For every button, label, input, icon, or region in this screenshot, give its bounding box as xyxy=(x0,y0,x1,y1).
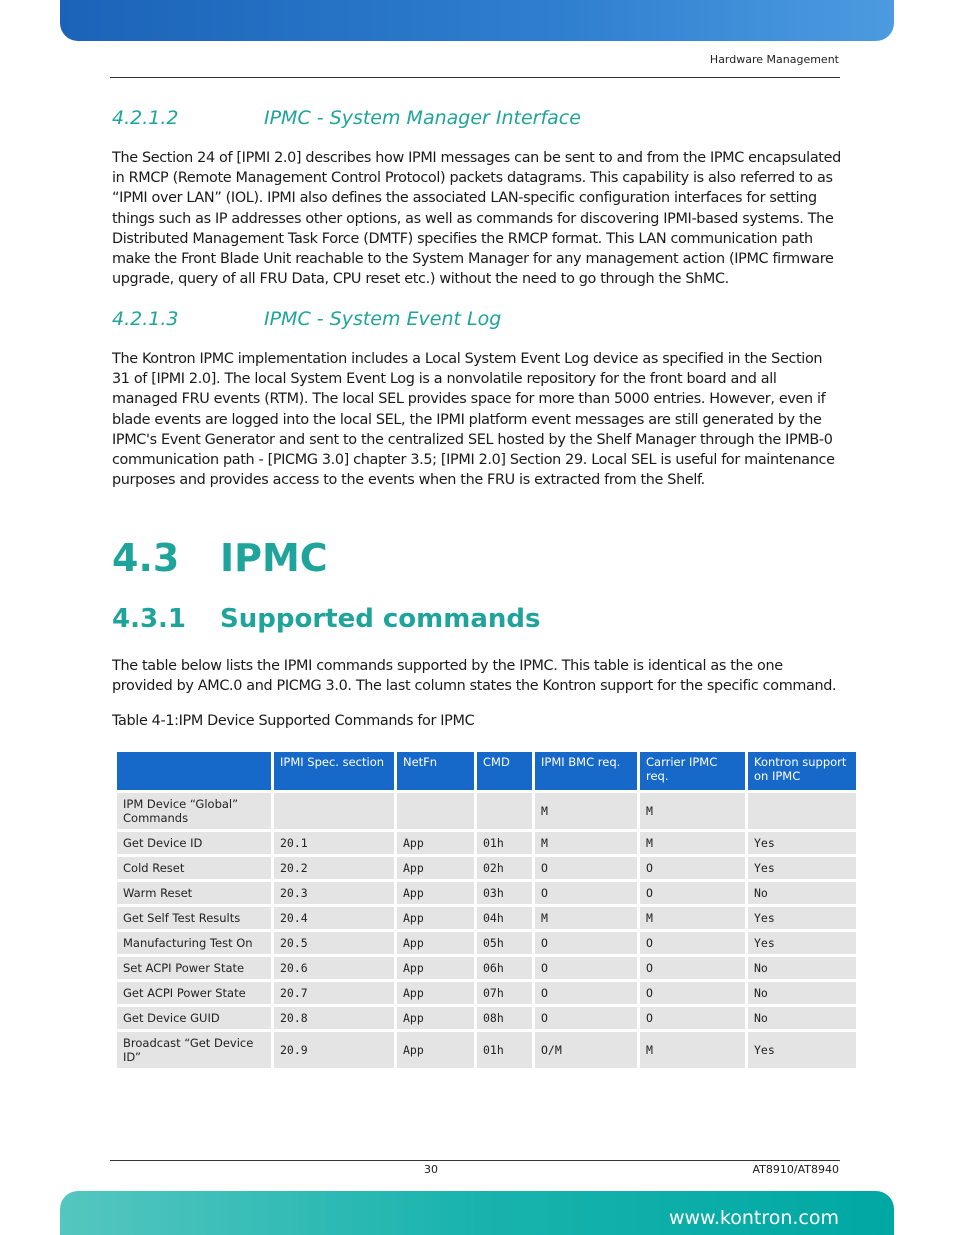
table-row xyxy=(117,857,856,879)
table-cell: 20.8 xyxy=(274,1007,394,1029)
table-row xyxy=(117,832,856,854)
table-cell xyxy=(477,793,532,829)
table-cell: Yes xyxy=(748,932,856,954)
table-cell: O xyxy=(535,882,637,904)
table-cell: App xyxy=(397,982,474,1004)
header-cell xyxy=(117,752,271,790)
table-caption: Table 4-1:IPM Device Supported Commands for IPMC xyxy=(112,713,475,729)
table-cell xyxy=(274,793,394,829)
paragraph-event-log: The Kontron IPMC implementation includes a Local System Event Log device as specified in the Section 31 of [IPMI 2.0]. The local System Event Log is a nonvolatile repository for the front board and all managed FRU events (RTM). The local SEL provides space for more than 5000 entries. However, even if blade events are logged into the local SEL, the IPMI platform event messages are still generated by the IPMC's Event Generator and sent to the centralized SEL hosted by the Shelf Manager through the IPMB-0 communication path - [PICMG 3.0] chapter 3.5; [IPMI 2.0] Section 29. Local SEL is useful for maintenance purposes and provides access to the events when the FRU is extracted from the Shelf. xyxy=(112,351,835,489)
header-cell: Kontron support on IPMC xyxy=(748,752,856,790)
table-cell: 20.7 xyxy=(274,982,394,1004)
product-model: AT8910/AT8940 xyxy=(752,1163,839,1176)
table-cell: No xyxy=(748,1007,856,1029)
table-cell: Get Device ID xyxy=(117,832,271,854)
table-cell: App xyxy=(397,857,474,879)
table-cell: No xyxy=(748,982,856,1004)
table-cell: O xyxy=(640,932,745,954)
table-cell: 01h xyxy=(477,1032,532,1068)
header-cell: Carrier IPMC req. xyxy=(640,752,745,790)
running-header: Hardware Management xyxy=(709,53,839,66)
table-cell: 03h xyxy=(477,882,532,904)
section-heading-4-2-1-2 xyxy=(112,107,581,129)
section-number: 4.2.1.2 xyxy=(112,107,179,129)
table-cell: O/M xyxy=(535,1032,637,1068)
commands-table xyxy=(114,749,859,1071)
table-row xyxy=(117,932,856,954)
section-title: IPMC - System Manager Interface xyxy=(264,107,581,129)
table-cell: Warm Reset xyxy=(117,882,271,904)
table-cell: 02h xyxy=(477,857,532,879)
table-cell: App xyxy=(397,1007,474,1029)
table-cell xyxy=(748,793,856,829)
table-cell: 06h xyxy=(477,957,532,979)
footer-rule xyxy=(110,1160,840,1161)
section-heading-4-2-1-3 xyxy=(112,308,501,330)
table-cell: O xyxy=(535,932,637,954)
table-cell: Broadcast “Get Device ID” xyxy=(117,1032,271,1068)
table-row xyxy=(117,882,856,904)
table-cell: 08h xyxy=(477,1007,532,1029)
header-rule xyxy=(110,77,840,78)
table-cell: O xyxy=(535,1007,637,1029)
table-cell: IPM Device “Global” Commands xyxy=(117,793,271,829)
table-cell: Yes xyxy=(748,832,856,854)
table-cell: O xyxy=(640,1007,745,1029)
chapter-title: IPMC xyxy=(220,536,328,580)
table-row xyxy=(117,1032,856,1068)
table-cell: No xyxy=(748,882,856,904)
table-cell: App xyxy=(397,882,474,904)
table-cell xyxy=(397,793,474,829)
table-cell: Set ACPI Power State xyxy=(117,957,271,979)
table-cell: 20.5 xyxy=(274,932,394,954)
table-cell: Get Device GUID xyxy=(117,1007,271,1029)
table-cell: 20.2 xyxy=(274,857,394,879)
table-cell: Manufacturing Test On xyxy=(117,932,271,954)
page-number: 30 xyxy=(424,1163,438,1176)
table-cell: No xyxy=(748,957,856,979)
table-cell: M xyxy=(535,793,637,829)
website-link[interactable]: www.kontron.com xyxy=(668,1207,839,1229)
table-cell: App xyxy=(397,907,474,929)
table-row xyxy=(117,907,856,929)
table-cell: 01h xyxy=(477,832,532,854)
table-cell: O xyxy=(640,882,745,904)
table-cell: 05h xyxy=(477,932,532,954)
table-cell: Get ACPI Power State xyxy=(117,982,271,1004)
table-cell: 20.9 xyxy=(274,1032,394,1068)
section-number: 4.2.1.3 xyxy=(112,308,179,330)
table-cell: M xyxy=(535,832,637,854)
table-cell: 04h xyxy=(477,907,532,929)
table-cell: M xyxy=(640,907,745,929)
table-cell: 20.1 xyxy=(274,832,394,854)
paragraph-system-manager: The Section 24 of [IPMI 2.0] describes how IPMI messages can be sent to and from the IPMC encapsulated in RMCP (Remote Management Control Protocol) packets datagrams. This capability is also referred to as “IPMI over LAN” (IOL). IPMI also defines the associated LAN-specific configuration interfaces for setting things such as IP addresses other options, as well as commands for discovering IPMI-based systems. The Distributed Management Task Force (DMTF) specifies the RMCP format. This LAN communication path make the Front Blade Unit reachable to the System Manager for any management action (IPMC firmware upgrade, query of all FRU Data, CPU reset etc.) without the need to go through the ShMC. xyxy=(112,150,841,288)
table-cell: O xyxy=(535,857,637,879)
table-cell: M xyxy=(640,832,745,854)
chapter-number: 4.3 xyxy=(112,536,180,580)
table-row xyxy=(117,1007,856,1029)
header-cell: NetFn xyxy=(397,752,474,790)
header-cell: IPMI Spec. section xyxy=(274,752,394,790)
table-cell: Cold Reset xyxy=(117,857,271,879)
table-cell: 20.3 xyxy=(274,882,394,904)
table-cell: O xyxy=(640,957,745,979)
table-cell: App xyxy=(397,957,474,979)
table-cell: 20.4 xyxy=(274,907,394,929)
table-cell: Get Self Test Results xyxy=(117,907,271,929)
table-cell: Yes xyxy=(748,1032,856,1068)
subchapter-heading xyxy=(112,604,540,634)
table-cell: 07h xyxy=(477,982,532,1004)
section-title: IPMC - System Event Log xyxy=(264,308,502,330)
table-cell: 20.6 xyxy=(274,957,394,979)
table-cell: M xyxy=(640,793,745,829)
table-row xyxy=(117,793,856,829)
table-cell: O xyxy=(535,982,637,1004)
table-cell: App xyxy=(397,832,474,854)
table-cell: O xyxy=(640,982,745,1004)
table-cell: Yes xyxy=(748,857,856,879)
table-cell: App xyxy=(397,1032,474,1068)
table-cell: O xyxy=(535,957,637,979)
table-row xyxy=(117,957,856,979)
top-banner xyxy=(60,0,894,41)
table-cell: Yes xyxy=(748,907,856,929)
header-cell: IPMI BMC req. xyxy=(535,752,637,790)
subchapter-title: Supported commands xyxy=(220,604,541,634)
table-cell: M xyxy=(535,907,637,929)
subchapter-number: 4.3.1 xyxy=(112,604,187,634)
table-cell: O xyxy=(640,857,745,879)
table-header-row xyxy=(117,752,856,790)
table-cell: App xyxy=(397,932,474,954)
header-cell: CMD xyxy=(477,752,532,790)
table-row xyxy=(117,982,856,1004)
chapter-heading xyxy=(112,536,328,580)
intro-paragraph: The table below lists the IPMI commands supported by the IPMC. This table is identical as the one provided by AMC.0 and PICMG 3.0. The last column states the Kontron support for the specific command. xyxy=(112,658,837,695)
table-cell: M xyxy=(640,1032,745,1068)
